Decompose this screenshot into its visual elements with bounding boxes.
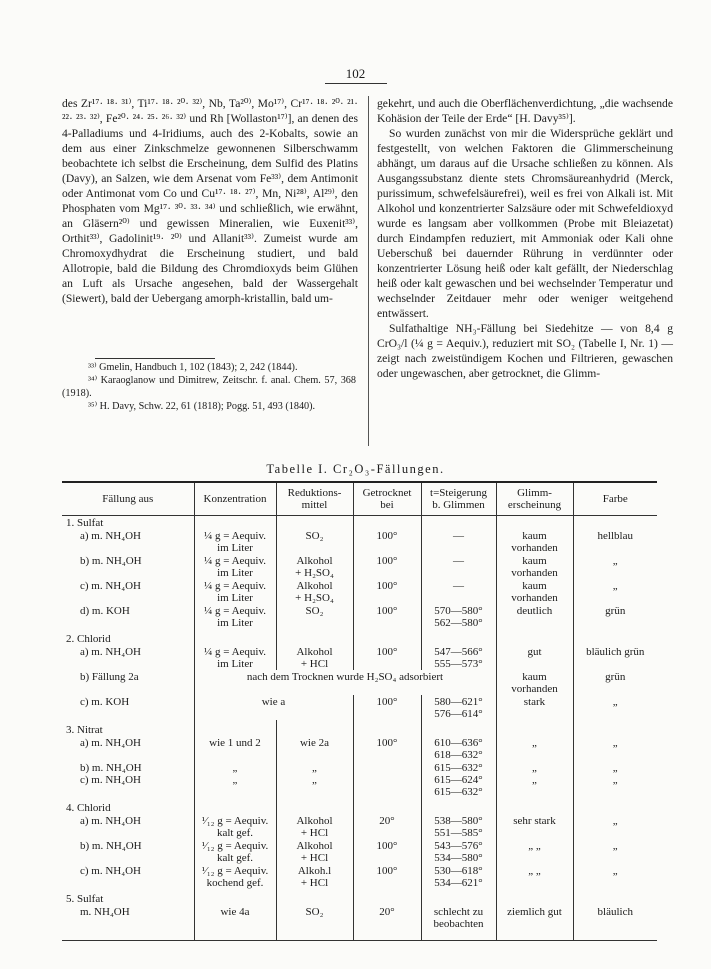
table-cell xyxy=(353,629,421,645)
table-cell xyxy=(421,720,496,736)
table-cell xyxy=(353,761,421,798)
footnote-35: ³⁵⁾ H. Davy, Schw. 22, 61 (1818); Pogg. 51, 493 (1840). xyxy=(88,401,316,412)
table-cell: 1. Sulfat xyxy=(66,517,104,529)
table-row xyxy=(62,604,657,629)
table-row xyxy=(62,670,657,695)
table-cell: 5. Sulfat xyxy=(66,893,104,905)
table-cell: 530—618° 534—621° xyxy=(421,864,496,889)
table-cell: kaum vorhanden xyxy=(496,670,573,695)
table-cell: schlecht zu beobachten xyxy=(421,905,496,941)
table-cell: — xyxy=(421,579,496,604)
table-cell: — xyxy=(421,554,496,579)
table-cell: ¹⁄₁₂ g = Aequiv. kalt gef. xyxy=(194,839,276,864)
table-cell xyxy=(496,629,573,645)
table-cell: 615—632° 615—624° 615—632° xyxy=(421,761,496,798)
table-cell: deutlich xyxy=(496,604,573,629)
table-body xyxy=(62,516,657,941)
table-cell: 100° xyxy=(353,554,421,579)
precipitation-table xyxy=(62,481,657,941)
table-cell: ziemlich gut xyxy=(496,905,573,941)
table-cell: wie 1 und 2 xyxy=(194,736,276,761)
table-cell: „ „ xyxy=(496,761,573,798)
table-row xyxy=(62,720,657,736)
table-row xyxy=(62,579,657,604)
page-number-rule xyxy=(325,83,387,84)
table-cell: 2. Chlorid xyxy=(66,633,111,645)
header-cell: Farbe xyxy=(573,482,657,516)
table-cell: 580—621° 576—614° xyxy=(421,695,496,720)
table-cell xyxy=(276,798,353,814)
table-cell: Alkohol + H₂SO₄ xyxy=(276,554,353,579)
table-cell: „ xyxy=(573,579,657,604)
table-cell: Alkohol + HCl xyxy=(276,814,353,839)
page-number: 102 xyxy=(345,66,366,81)
table-cell xyxy=(496,889,573,905)
table-cell: Alkoh.l + HCl xyxy=(276,864,353,889)
table-row xyxy=(62,629,657,645)
table-cell xyxy=(421,629,496,645)
table-cell: „ xyxy=(573,554,657,579)
table-cell: bläulich xyxy=(573,905,657,941)
table-cell: „ xyxy=(573,839,657,864)
table-cell xyxy=(353,516,421,530)
table-cell: nach dem Trocknen wurde H₂SO₄ adsorbiert xyxy=(194,670,496,695)
table-cell: „ xyxy=(573,864,657,889)
table-cell: hellblau xyxy=(573,529,657,554)
table-title: Tabelle I. Cr₂O₃-Fällungen. xyxy=(266,462,445,476)
table-cell: wie 4a xyxy=(194,905,276,941)
table-row xyxy=(62,695,657,720)
right-paragraph-2: So wurden zunächst von mir die Widersprüche geklärt und festgestellt, von welchen Faktoren die Glimmerscheinung abhängt, um daraus auf die Ursache schließen zu können. Als Ausgangssubstanz diente stets Chromsäureanhydrid (Merck, purissimum, schwefelsäurefrei), weil es frei von Alkali ist. Mit Alkohol und konzentrierter Salzsäure oder mit Schwefeldioxyd wurde es langsam aber vollkommen (Probe mit Bleiazetat) durch Eindampfen reduziert, mit Ammoniak oder Kali ohne Ueberschuß bei dauernder Rührung in verdünnter oder konzentrierter Lösung heiß oder kalt gefällt, der Niederschlag heiß oder kalt gewaschen und bei wechselnder Temperatur und wechselnder Zeitdauer mehr oder weniger weitgehend entwässert. xyxy=(377,127,673,320)
table-cell: c) m. KOH xyxy=(80,696,130,708)
table-cell: stark xyxy=(496,695,573,720)
table-cell: „ xyxy=(573,695,657,720)
table-cell: a) m. NH₄OH xyxy=(80,815,141,827)
table-cell: SO₂ xyxy=(276,604,353,629)
table-cell: ¼ g = Aequiv. im Liter xyxy=(194,645,276,670)
right-column xyxy=(377,96,673,381)
table-row xyxy=(62,516,657,530)
table-cell xyxy=(573,798,657,814)
table-row xyxy=(62,736,657,761)
table-cell xyxy=(276,889,353,905)
table-cell: „ xyxy=(496,736,573,761)
table-cell xyxy=(276,720,353,736)
table-row xyxy=(62,814,657,839)
table-cell xyxy=(353,889,421,905)
header-cell: Reduktions- mittel xyxy=(276,482,353,516)
table-cell: 570—580° 562—580° xyxy=(421,604,496,629)
header-cell: Fällung aus xyxy=(62,482,194,516)
table-cell: 4. Chlorid xyxy=(66,802,111,814)
table-cell xyxy=(194,889,276,905)
table-cell: — xyxy=(421,529,496,554)
table-cell: c) m. NH₄OH xyxy=(80,865,141,877)
table-row xyxy=(62,798,657,814)
table-cell: d) m. KOH xyxy=(80,605,130,617)
table-cell: 100° xyxy=(353,645,421,670)
table-cell xyxy=(573,629,657,645)
table-cell: c) m. NH₄OH xyxy=(80,580,141,592)
column-separator xyxy=(368,96,369,446)
left-paragraph: des Zr¹⁷· ¹⁸· ³¹⁾, Ti¹⁷· ¹⁸· ²⁰· ³²⁾, Nb, Ta²⁰⁾, Mo¹⁷⁾, Cr¹⁷· ¹⁸· ²⁰· ²¹· ²²· ²³· ³²⁾, Fe²⁰· ²⁴· ²⁵· ²⁶· ³²⁾ und Rh [Wollaston¹⁷⁾], an denen des 4-Palladiums und 4-Iridiums, auch des 2-Kobalts, sowie an dem aus einer Zinkschmelze gewonnenen Silberschwamm beobachtete ich selbst die Erscheinung, dem Sulfid des Platins (Davy), an Salzen, wie dem Arsenat vom Fe³³⁾, dem Antimonit oder Antimonat vom Co und Cu¹⁷· ¹⁸· ²⁷⁾, Mn, Ni²⁸⁾, Al²⁹⁾, den Phosphaten vom Mg¹⁷· ³⁰· ³³· ³⁴⁾ und schließlich, wie erwähnt, an Gläsern²⁰⁾ und gewissen Mineralien, wie Euxenit³³⁾, Orthit³³⁾, Gadolinit¹⁹· ²⁰⁾ und Allanit³³⁾. Zumeist wurde am Chromoxydhydrat die Erscheinung studiert, und bald Allotropie, bald die Bildung des Chromdioxyds beim Glühen an Luft als Ursache angesehen, bald der Wassergehalt (Siewert), bald der Uebergang amorph-kristallin, bald um- xyxy=(62,97,358,305)
table-cell xyxy=(276,516,353,530)
table-cell xyxy=(194,516,276,530)
table-cell: m. NH₄OH xyxy=(62,905,194,941)
table-cell xyxy=(573,889,657,905)
table-cell: 20° xyxy=(353,814,421,839)
header-cell: Getrocknet bei xyxy=(353,482,421,516)
table-cell: sehr stark xyxy=(496,814,573,839)
table-cell: „ xyxy=(573,814,657,839)
table-cell: „ xyxy=(573,736,657,761)
table-cell: Alkohol + H₂SO₄ xyxy=(276,579,353,604)
table-cell: „ „ xyxy=(276,761,353,798)
table-cell xyxy=(496,798,573,814)
table-cell xyxy=(194,629,276,645)
table-cell: 547—566° 555—573° xyxy=(421,645,496,670)
table-row xyxy=(62,905,657,941)
table-cell xyxy=(573,720,657,736)
table-cell: a) m. NH₄OH xyxy=(80,737,141,749)
header-cell: t=Steigerung b. Glimmen xyxy=(421,482,496,516)
table-cell xyxy=(496,720,573,736)
table-cell: a) m. NH₄OH xyxy=(80,530,141,542)
table-cell: b) m. NH₄OH xyxy=(80,840,142,852)
table-cell: „ „ xyxy=(573,761,657,798)
table-row xyxy=(62,645,657,670)
table-cell: grün xyxy=(573,670,657,695)
table-cell: 100° xyxy=(353,579,421,604)
table-cell xyxy=(353,798,421,814)
table-cell: b) Fällung 2a xyxy=(80,671,139,683)
table-cell: kaum vorhanden xyxy=(496,529,573,554)
table-cell: „ „ xyxy=(194,761,276,798)
table-header-row xyxy=(62,482,657,516)
table-cell xyxy=(496,516,573,530)
table-cell: wie a xyxy=(194,695,353,720)
table-cell: b) m. NH₄OH xyxy=(80,555,142,567)
table-cell: „ „ xyxy=(496,864,573,889)
right-paragraph-3: Sulfathaltige NH₃-Fällung bei Siedehitze — von 8,4 g CrO₃/l (¼ g = Aequiv.), reduziert mit SO₂ (Tabelle I, Nr. 1) — zeigt nach zweistündigem Kochen und Filtrieren, gewaschen oder ungewaschen, aber getrocknet, die Glimm- xyxy=(377,322,673,380)
table-cell xyxy=(421,516,496,530)
table-cell: kaum vorhanden xyxy=(496,579,573,604)
table-cell: ¼ g = Aequiv. im Liter xyxy=(194,529,276,554)
header-cell: Konzentration xyxy=(194,482,276,516)
header-cell: Glimm- erscheinung xyxy=(496,482,573,516)
table-cell: Alkohol + HCl xyxy=(276,645,353,670)
table-cell: 100° xyxy=(353,736,421,761)
table-cell: bläulich grün xyxy=(573,645,657,670)
table-row xyxy=(62,839,657,864)
left-column xyxy=(62,96,358,306)
table-cell: grün xyxy=(573,604,657,629)
table-cell: 20° xyxy=(353,905,421,941)
table-cell: kaum vorhanden xyxy=(496,554,573,579)
table-cell: Alkohol + HCl xyxy=(276,839,353,864)
table-cell: 100° xyxy=(353,604,421,629)
table-cell: 3. Nitrat xyxy=(66,724,103,736)
table-cell xyxy=(194,720,276,736)
table-cell: ¹⁄₁₂ g = Aequiv. kalt gef. xyxy=(194,814,276,839)
footnotes xyxy=(62,361,356,413)
table-cell: wie 2a xyxy=(276,736,353,761)
table-cell xyxy=(421,798,496,814)
table-cell: ¼ g = Aequiv. im Liter xyxy=(194,604,276,629)
table-cell: ¹⁄₁₂ g = Aequiv. kochend gef. xyxy=(194,864,276,889)
table-cell xyxy=(194,798,276,814)
table-cell: 100° xyxy=(353,864,421,889)
table-cell: ¼ g = Aequiv. im Liter xyxy=(194,554,276,579)
table-row xyxy=(62,889,657,905)
table-row xyxy=(62,554,657,579)
table-cell xyxy=(276,629,353,645)
footnote-33: ³³⁾ Gmelin, Handbuch 1, 102 (1843); 2, 242 (1844). xyxy=(88,362,298,373)
table-cell: gut xyxy=(496,645,573,670)
footnote-rule xyxy=(95,358,215,359)
table-cell: SO₂ xyxy=(276,529,353,554)
table-cell: 610—636° 618—632° xyxy=(421,736,496,761)
table-cell: 100° xyxy=(353,529,421,554)
table-row xyxy=(62,761,657,798)
table-row xyxy=(62,529,657,554)
table-cell: SO₂ xyxy=(276,905,353,941)
table-cell: 543—576° 534—580° xyxy=(421,839,496,864)
table-cell xyxy=(421,889,496,905)
table-cell: 100° xyxy=(353,839,421,864)
table-cell: ¼ g = Aequiv. im Liter xyxy=(194,579,276,604)
table-cell xyxy=(573,516,657,530)
table-cell: b) m. NH₄OH c) m. NH₄OH xyxy=(80,762,142,786)
table-cell: 538—580° 551—585° xyxy=(421,814,496,839)
table-cell: „ „ xyxy=(496,839,573,864)
table-row xyxy=(62,864,657,889)
footnote-34: ³⁴⁾ Karaoglanow und Dimitrew, Zeitschr. f. anal. Chem. 57, 368 (1918). xyxy=(62,375,356,399)
table-cell: a) m. NH₄OH xyxy=(80,646,141,658)
table-cell: 100° xyxy=(353,695,421,720)
table-cell xyxy=(353,720,421,736)
right-paragraph-1: gekehrt, und auch die Oberflächenverdichtung, „die wachsende Kohäsion der Teile der Erde“ [H. Davy³⁵⁾]. xyxy=(377,97,673,125)
